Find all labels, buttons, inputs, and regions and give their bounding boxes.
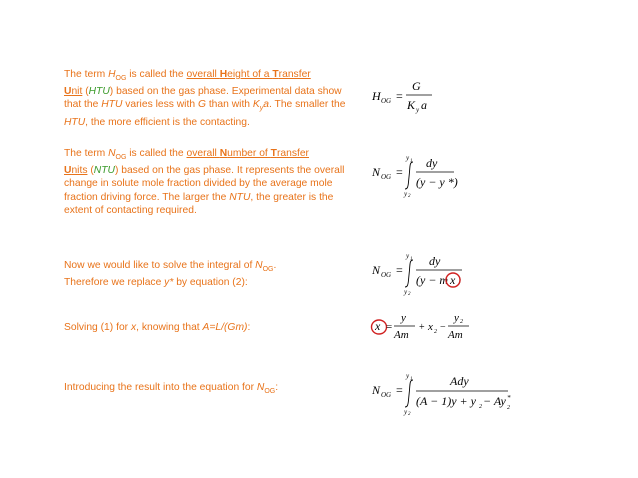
eq-numerator-1: y xyxy=(401,312,406,324)
subscript-og: OG xyxy=(262,266,274,274)
eq-x2-sub: 2 xyxy=(434,329,437,335)
term-part: T xyxy=(270,148,277,159)
text: The term xyxy=(64,69,109,80)
eq-numerator-2-sub: 2 xyxy=(460,319,463,325)
eq-den-sub2: 2 xyxy=(507,405,510,411)
eq-den: (A − 1)y + y xyxy=(416,394,476,408)
eq-lhs-sub: OG xyxy=(381,271,392,279)
eq-numerator: G xyxy=(412,79,421,93)
term-part: ransfer xyxy=(278,69,311,80)
eq-lhs-sub: OG xyxy=(381,391,392,399)
eq-den-sub: 2 xyxy=(479,404,482,410)
symbol-n: N xyxy=(255,260,263,271)
symbol-k: K xyxy=(252,99,260,111)
text: by equation (2): xyxy=(173,277,248,289)
eq-sign: = xyxy=(396,89,403,103)
text: , knowing that xyxy=(136,322,203,333)
equation-hog xyxy=(372,78,462,123)
text: Introducing the result into the equation for xyxy=(64,382,257,393)
term-part: nits xyxy=(71,165,88,177)
eq-lhs: N xyxy=(372,165,381,179)
eq-lhs-sub: OG xyxy=(381,173,392,181)
eq-numerator: dy xyxy=(426,156,438,170)
symbol-n: N xyxy=(108,148,116,159)
relation-a: A=L/(Gm) xyxy=(202,322,248,333)
text: Therefore we replace xyxy=(64,277,165,289)
upper-limit: y xyxy=(406,372,410,380)
text: . xyxy=(273,260,277,271)
integral-sign xyxy=(405,162,413,189)
eq-minus: − xyxy=(440,322,446,333)
lower-limit: y xyxy=(404,288,408,296)
text: varies less with xyxy=(122,99,198,111)
term-part: umber of xyxy=(227,148,271,159)
term-part: T xyxy=(272,69,279,80)
equation-x-solution xyxy=(370,311,480,350)
subscript-y: y xyxy=(259,105,264,113)
abbr-htu: HTU xyxy=(101,99,123,111)
eq-denominator-2: Am xyxy=(448,329,463,341)
lower-limit-sub: 2 xyxy=(408,194,411,199)
upper-limit-sub: 1 xyxy=(410,257,413,262)
upper-limit: y xyxy=(406,252,410,260)
term-part: N xyxy=(219,148,228,159)
eq-numerator-2: y xyxy=(454,312,459,324)
eq-sign: = xyxy=(396,165,403,179)
eq-sign: = xyxy=(396,383,403,397)
term-part: nit xyxy=(71,86,83,98)
term-part: H xyxy=(219,69,228,80)
introduce-result-paragraph xyxy=(64,381,354,398)
eq-numerator: Ady xyxy=(450,374,469,388)
hog-definition-paragraph xyxy=(64,68,354,129)
equation-nog-final xyxy=(372,370,512,421)
eq-den: (y − m xyxy=(416,273,449,287)
eq-lhs: H xyxy=(372,89,381,103)
eq-den-sub: y xyxy=(416,106,420,114)
lower-limit-sub: 2 xyxy=(408,412,411,417)
upper-limit-sub: 1 xyxy=(410,159,413,164)
eq-sign: = xyxy=(386,321,393,333)
eq-numerator: dy xyxy=(429,254,441,268)
text: than with xyxy=(205,99,253,111)
term-part: eight of a xyxy=(227,69,273,80)
text: The term xyxy=(64,148,109,159)
text: , the more efficient is the contacting. xyxy=(85,116,250,128)
text: ( xyxy=(82,86,89,98)
eq-denominator-1: Am xyxy=(394,329,409,341)
text: Now we would like to solve the integral of xyxy=(64,260,256,271)
eq-sign: = xyxy=(396,263,403,277)
eq-x2: x xyxy=(428,321,433,333)
lower-limit: y xyxy=(404,190,408,198)
term-part: U xyxy=(64,165,72,177)
symbol-n: N xyxy=(256,382,265,393)
text: ( xyxy=(87,165,94,177)
text: is called the xyxy=(126,148,187,159)
symbol-x: x xyxy=(130,322,137,333)
integral-sign xyxy=(405,260,413,287)
term-part: overall xyxy=(186,148,220,159)
eq-den: K xyxy=(407,98,416,112)
text: ) based on the gas phase. It represents the overall change in solute mole fraction divided by the average mole fraction driving force. The larger the xyxy=(64,165,345,203)
eq-lhs: x xyxy=(375,319,381,333)
symbol-a: a xyxy=(263,99,269,111)
symbol-g: G xyxy=(197,99,206,111)
text: , the greater is the extent of contacting required. xyxy=(64,191,334,216)
symbol-h: H xyxy=(108,69,116,80)
lower-limit: y xyxy=(404,408,408,416)
eq-den-tail: a xyxy=(421,98,427,112)
solve-integral-paragraph xyxy=(64,259,354,289)
text: : xyxy=(275,382,279,393)
eq-den-x: x xyxy=(450,273,456,287)
subscript-og: OG xyxy=(115,75,127,83)
subscript-og: OG xyxy=(264,388,276,396)
eq-plus: + xyxy=(419,322,425,333)
equation-nog-substituted xyxy=(372,250,482,299)
eq-den-tail: − Ay xyxy=(483,394,506,408)
text: ) based on the gas phase. Experimental data show that the xyxy=(64,86,342,111)
text: . The smaller the xyxy=(269,99,346,111)
upper-limit-sub: 1 xyxy=(410,377,413,382)
text: Solving (1) for xyxy=(64,322,131,333)
eq-lhs: N xyxy=(372,383,381,397)
upper-limit: y xyxy=(406,154,410,162)
term-part: U xyxy=(64,86,72,98)
eq-den: (y − y *) xyxy=(416,175,458,189)
eq-lhs-sub: OG xyxy=(381,97,392,105)
abbr-htu: HTU xyxy=(64,116,86,128)
text: : xyxy=(247,322,251,333)
subscript-og: OG xyxy=(115,154,127,162)
integral-sign xyxy=(405,380,413,407)
lower-limit-sub: 2 xyxy=(408,292,411,297)
term-part: ransfer xyxy=(276,148,309,159)
equation-nog-integral xyxy=(372,152,482,201)
abbr-htu: HTU xyxy=(88,86,110,98)
text: is called the xyxy=(126,69,187,80)
term-part: overall xyxy=(186,69,220,80)
nog-definition-paragraph xyxy=(64,147,354,217)
symbol-y-star: y* xyxy=(164,277,174,289)
eq-den-close: ) xyxy=(457,273,461,287)
abbr-ntu: NTU xyxy=(93,165,115,177)
eq-den-sup: * xyxy=(507,394,511,402)
eq-lhs: N xyxy=(372,263,381,277)
abbr-ntu: NTU xyxy=(229,191,251,203)
solve-for-x-paragraph xyxy=(64,321,354,334)
